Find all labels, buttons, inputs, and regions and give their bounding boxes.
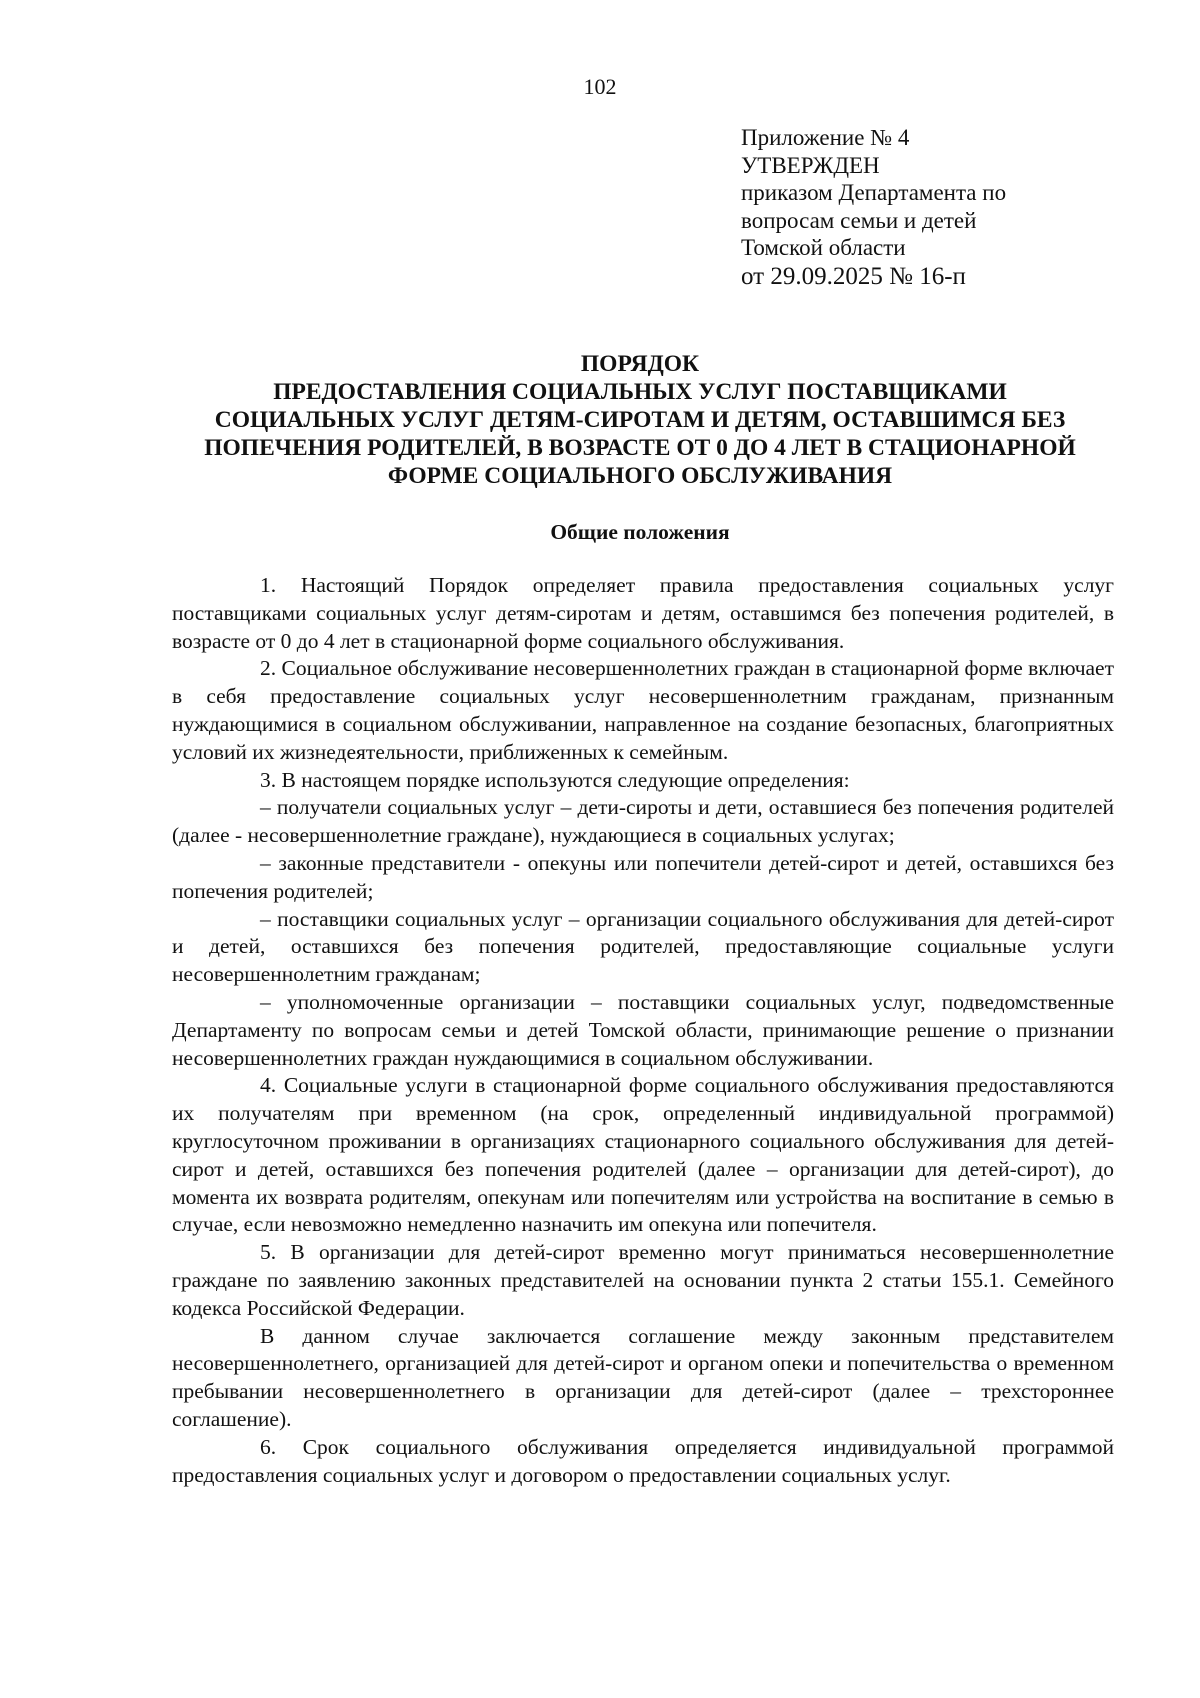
paragraph-1: 1. Настоящий Порядок определяет правила предоставления социальных услуг поставщиками социальных услуг детям-сиротам и детям, оставшимся без попечения родителей, в возрасте от 0 до 4 лет в стационарной форме социального обслуживания.: [172, 573, 1114, 653]
document-title: [160, 350, 1120, 490]
paragraph-3: 3. В настоящем порядке используются следующие определения:: [260, 767, 850, 792]
approval-department-line: вопросам семьи и детей: [741, 207, 977, 233]
definition-legal-representatives: – законные представители - опекуны или попечители детей-сирот и детей, оставшихся без попечения родителей;: [172, 850, 1114, 903]
approval-region-line: Томской области: [741, 235, 906, 260]
paragraph-2: 2. Социальное обслуживание несовершеннолетних граждан в стационарной форме включает в себя предоставление социальных услуг несовершеннолетним гражданам, признанным нуждающимися в социальном обслуживании, направленное на создание безопасных, благоприятных условий их жизнедеятельности, приближенных к семейным.: [172, 656, 1114, 764]
title-line: ПОРЯДОК: [580, 351, 700, 377]
paragraph-5-continuation: В данном случае заключается соглашение между законным представителем несовершеннолетнего, организацией для детей-сирот и органом опеки и попечительства о временном пребывании несовершеннолетнего в организации для детей-сирот (далее – трехстороннее соглашение).: [172, 1323, 1114, 1431]
section-heading: Общие положения: [550, 520, 730, 544]
definition-recipients: – получатели социальных услуг – дети-сироты и дети, оставшиеся без попечения родителей (далее - несовершеннолетние граждане), нуждающиеся в социальных услугах;: [172, 795, 1114, 848]
paragraph-6: 6. Срок социального обслуживания определяется индивидуальной программой предоставления социальных услуг и договором о предоставлении социальных услуг.: [172, 1434, 1114, 1487]
definition-authorized-organizations: – уполномоченные организации – поставщики социальных услуг, подведомственные Департаменту по вопросам семьи и детей Томской области, принимающие решение о признании несовершеннолетних граждан нуждающимися в социальном обслуживании.: [172, 989, 1114, 1070]
document-body: [172, 572, 1114, 1489]
page-number: 102: [583, 74, 617, 99]
paragraph-5: 5. В организации для детей-сирот временно могут приниматься несовершеннолетние граждане по заявлению законных представителей на основании пункта 2 статьи 155.1. Семейного кодекса Российской Федерации.: [172, 1240, 1114, 1320]
title-line: ФОРМЕ СОЦИАЛЬНОГО ОБСЛУЖИВАНИЯ: [387, 463, 893, 489]
approval-appendix-line: Приложение № 4: [741, 125, 910, 150]
approval-approved-line: УТВЕРЖДЕН: [741, 152, 880, 178]
approval-stamp-block: [741, 124, 1161, 292]
paragraph-4: 4. Социальные услуги в стационарной форме социального обслуживания предоставляются их получателям при временном (на срок, определенный индивидуальной программой) круглосуточном проживании в организациях стационарного социального обслуживания для детей-сирот и детей, оставшихся без попечения родителей (далее – организации для детей-сирот), до момента их возврата родителям, опекунам или попечителям или устройства на воспитание в семью в случае, если невозможно немедленно назначить им опекуна или попечителя.: [172, 1073, 1114, 1237]
approval-order-line: приказом Департамента по: [741, 180, 1007, 205]
approval-date-number-line: от 29.09.2025 № 16-п: [741, 262, 966, 290]
title-line: ПОПЕЧЕНИЯ РОДИТЕЛЕЙ, В ВОЗРАСТЕ ОТ 0 ДО 4 ЛЕТ В СТАЦИОНАРНОЙ: [204, 435, 1076, 461]
title-line: ПРЕДОСТАВЛЕНИЯ СОЦИАЛЬНЫХ УСЛУГ ПОСТАВЩИКАМИ: [273, 379, 1007, 405]
definition-providers: – поставщики социальных услуг – организации социального обслуживания для детей-сирот и детей, оставшихся без попечения родителей, предоставляющие социальные услуги несовершеннолетним гражданам;: [172, 906, 1114, 987]
title-line: СОЦИАЛЬНЫХ УСЛУГ ДЕТЯМ-СИРОТАМ И ДЕТЯМ, ОСТАВШИМСЯ БЕЗ: [214, 407, 1066, 433]
